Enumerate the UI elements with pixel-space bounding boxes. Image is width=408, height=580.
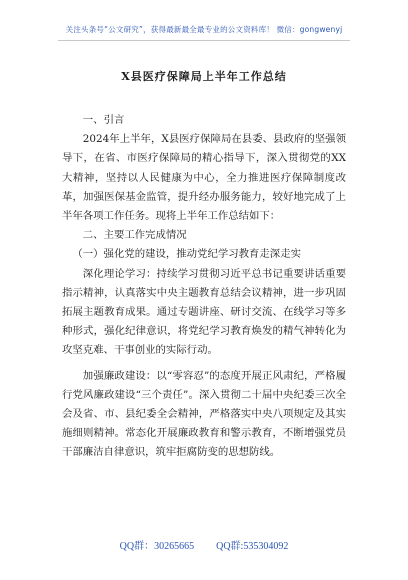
- header-note: 关注头条号“公文研究”，获得最新最全最专业的公文资料库！ 微信：gongwenyj: [65, 25, 343, 34]
- qq-group-2: QQ群:535304092: [216, 541, 289, 552]
- document-title: X县医疗保障局上半年工作总结: [121, 70, 287, 83]
- header-divider: [58, 40, 350, 41]
- footer-qq-groups: [0, 537, 408, 552]
- intro-paragraph: 2024年上半年，X县医疗保障局在县委、县政府的坚强领导下，在省、市医疗保障局的精心指导下，深入贯彻党的XX大精神，坚持以人民健康为中心，全力推进医疗保障制度改革，加强医保基金监管，提升经办服务能力，较好地完成了上半年各项工作任务。现将上半年工作总结如下：: [62, 133, 346, 223]
- section-heading-intro: 一、引言: [82, 114, 125, 126]
- document-body: [62, 111, 346, 463]
- subsection-heading-party-building: （一）强化党的建设，推动党纪学习教育走深走实: [72, 248, 301, 261]
- qq-group-1: QQ群：30265665: [119, 541, 195, 552]
- paragraph-integrity-building: 加强廉政建设：以“零容忍”的态度开展正风肃纪，严格履行党风廉政建设“三个责任”。深入贯彻二十届中央纪委三次全会及省、市、县纪委全会精神，严格落实中央八项规定及其实施细则精神。常态化开展廉政教育和警示教育，不断增强党员干部廉洁自律意识，筑牢拒腐防变的思想防线。: [62, 369, 346, 459]
- section-heading-main-work: 二、主要工作完成情况: [82, 229, 187, 242]
- paragraph-theory-study: 深化理论学习：持续学习贯彻习近平总书记重要讲话重要指示精神，认真落实中央主题教育总结会议精神，进一步巩固拓展主题教育成果。通过专题讲座、研讨交流、在线学习等多种形式，强化纪律意识，将党纪学习教育焕发的精气神转化为攻坚克难、干事创业的实际行动。: [62, 267, 346, 357]
